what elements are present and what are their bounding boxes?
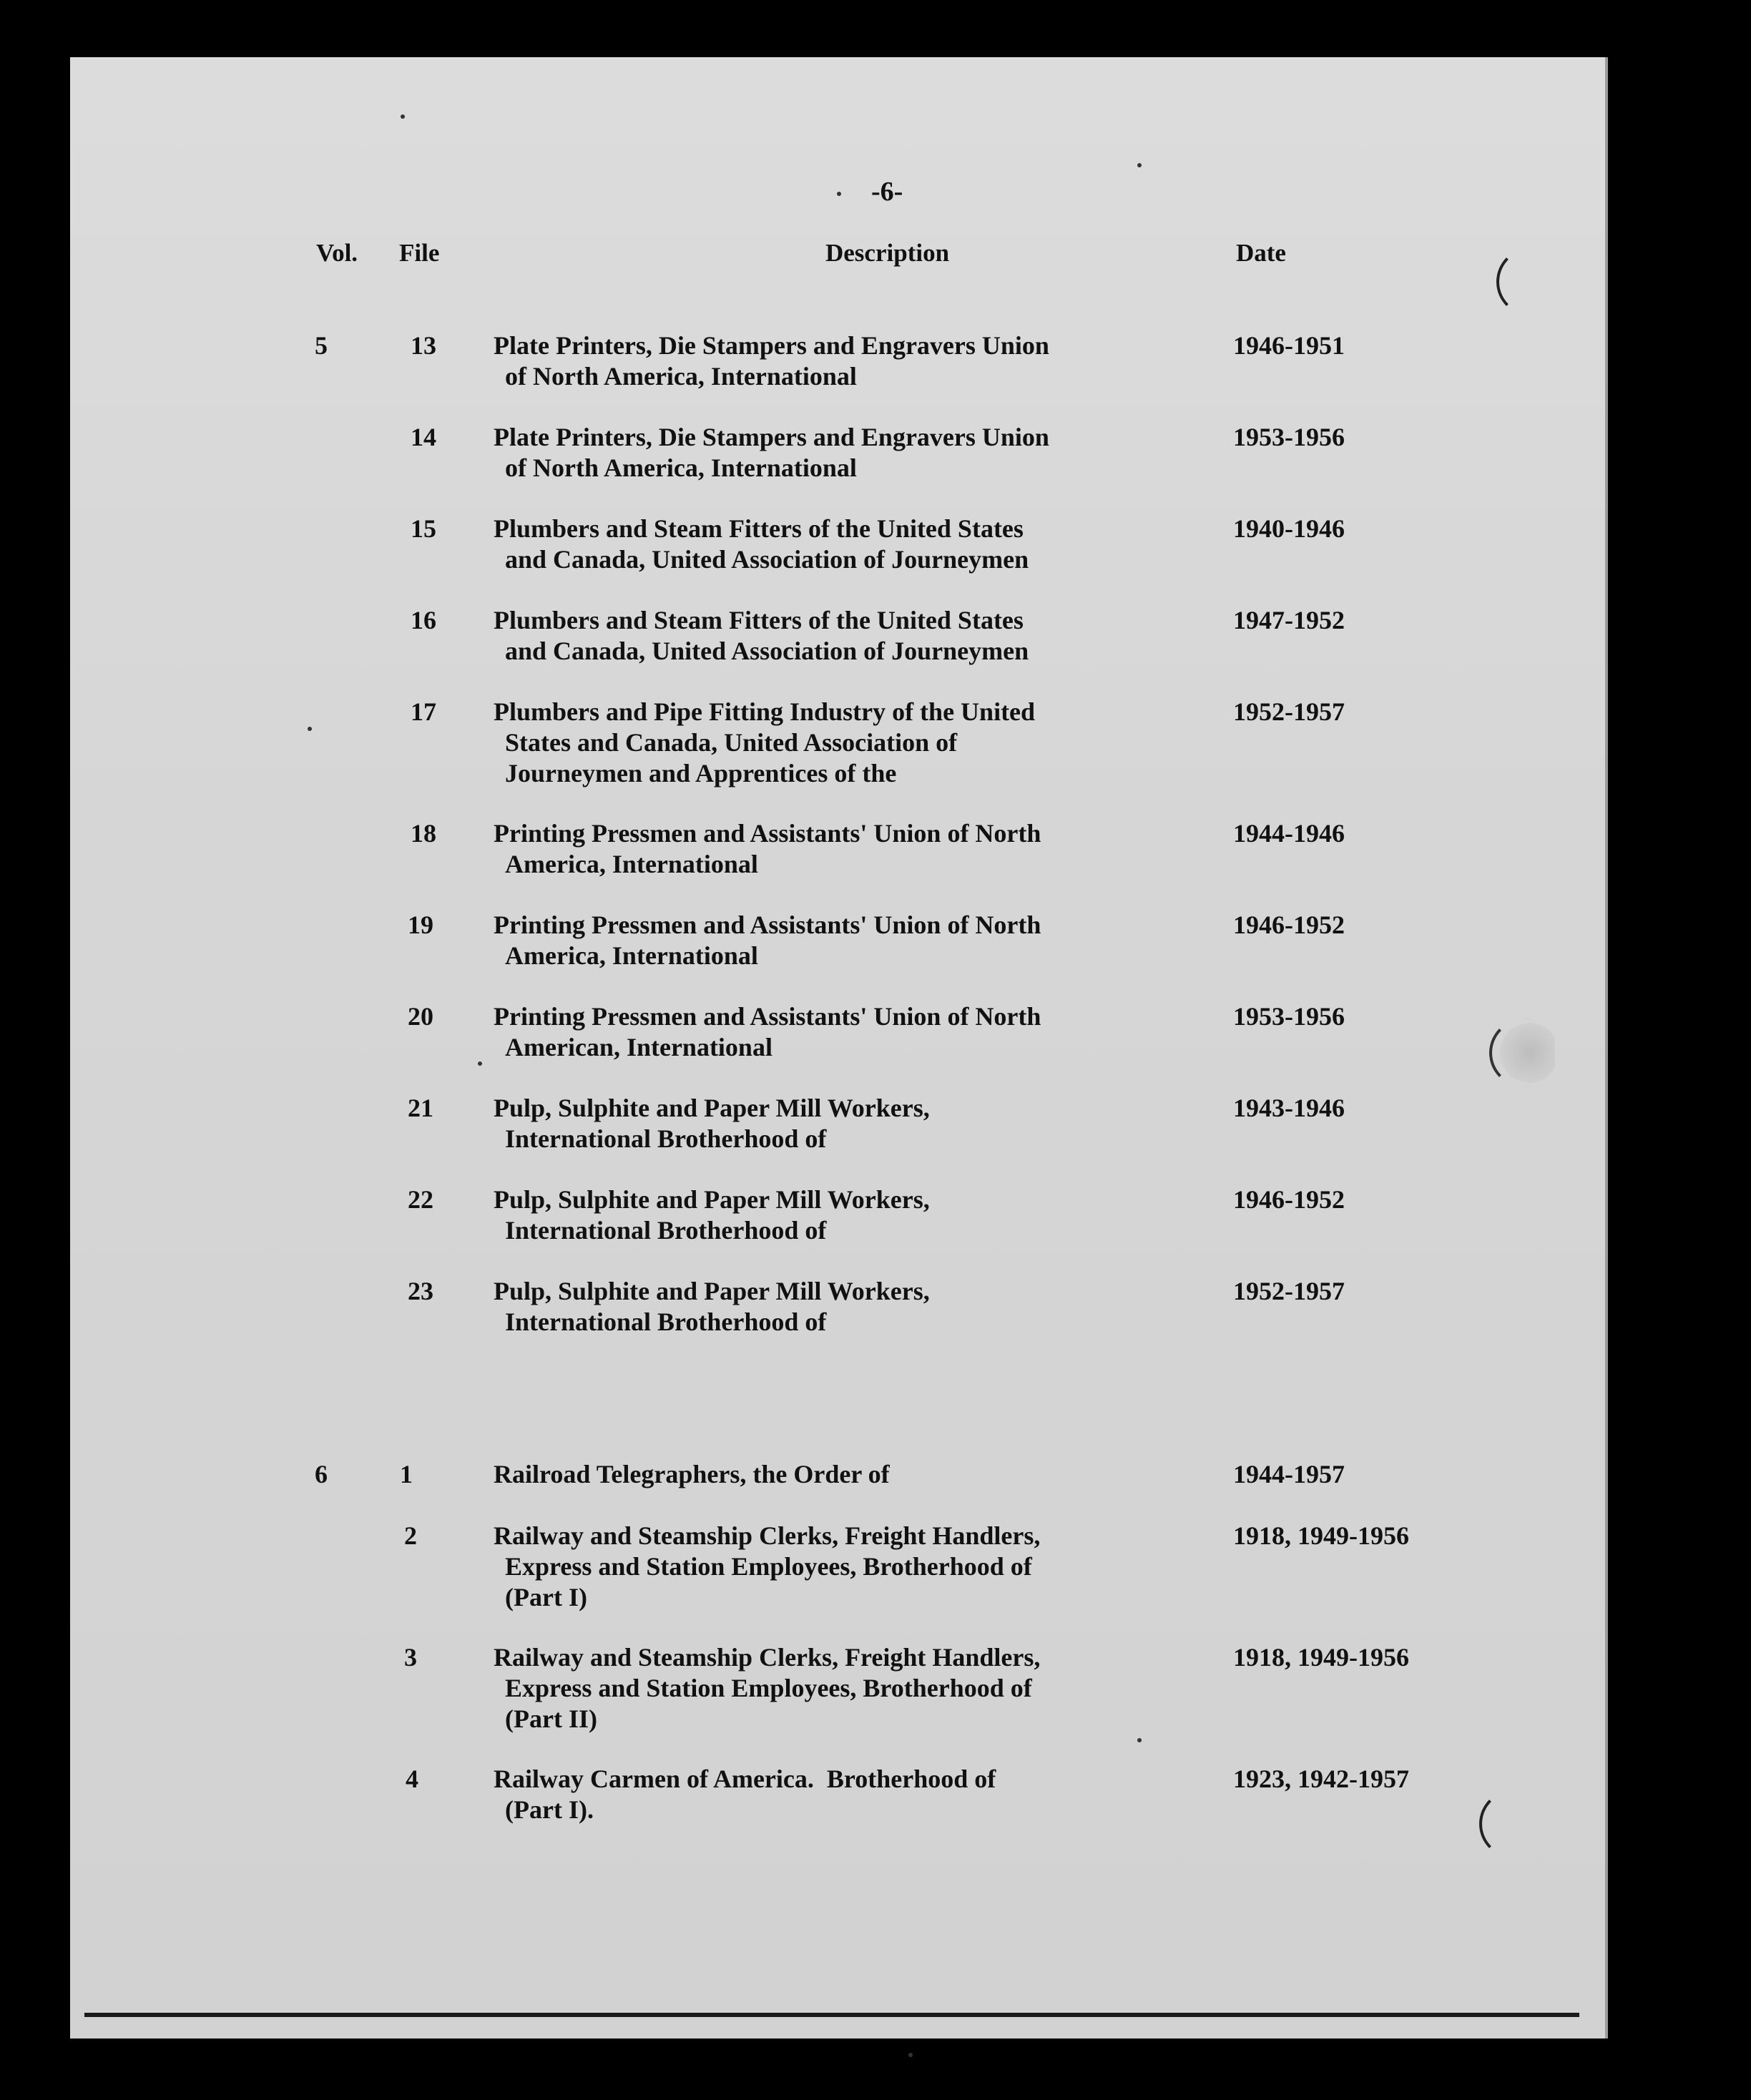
punch-hole-top — [1496, 247, 1565, 316]
description-line: Printing Pressmen and Assistants' Union of North — [494, 911, 1041, 939]
row-date: 1923, 1942-1957 — [1233, 1765, 1409, 1793]
description-line: Plate Printers, Die Stampers and Engravers Union — [494, 423, 1049, 451]
row-date: 1953-1956 — [1233, 1002, 1345, 1031]
description-line: (Part I). — [505, 1795, 594, 1824]
speck — [1137, 1738, 1142, 1742]
row-file-number: 18 — [411, 819, 436, 848]
row-date: 1944-1957 — [1233, 1460, 1345, 1488]
description-line: International Brotherhood of — [505, 1216, 827, 1245]
row-date: 1946-1951 — [1233, 331, 1345, 360]
row-description — [494, 422, 1137, 484]
description-line: Railway and Steamship Clerks, Freight Handlers, — [494, 1643, 1041, 1672]
description-line: of North America, International — [505, 362, 857, 391]
speck — [401, 114, 405, 119]
description-line: and Canada, United Association of Journeymen — [505, 637, 1029, 665]
bottom-rule — [84, 2013, 1579, 2017]
row-date: 1946-1952 — [1233, 1185, 1345, 1214]
row-file-number: 2 — [404, 1521, 417, 1550]
description-line: Plumbers and Steam Fitters of the United States — [494, 606, 1024, 634]
row-file-number: 15 — [411, 514, 436, 543]
column-header-description: Description — [825, 239, 950, 267]
row-date: 1946-1952 — [1233, 911, 1345, 939]
description-line: (Part II) — [505, 1704, 597, 1733]
row-file-number: 21 — [408, 1094, 433, 1122]
row-file-number: 17 — [411, 697, 436, 726]
description-line: Printing Pressmen and Assistants' Union of North — [494, 1002, 1041, 1031]
row-file-number: 14 — [411, 423, 436, 451]
row-vol: 5 — [315, 331, 328, 360]
row-date: 1944-1946 — [1233, 819, 1345, 848]
row-description — [494, 910, 1137, 971]
description-line: Railroad Telegraphers, the Order of — [494, 1460, 890, 1488]
description-line: Pulp, Sulphite and Paper Mill Workers, — [494, 1277, 930, 1305]
row-file-number: 19 — [408, 911, 433, 939]
page-number: -6- — [871, 177, 903, 207]
row-date: 1918, 1949-1956 — [1233, 1521, 1409, 1550]
punch-hole-bottom — [1479, 1790, 1548, 1858]
description-line: and Canada, United Association of Journeymen — [505, 545, 1029, 574]
description-line: Express and Station Employees, Brotherhood of — [505, 1552, 1032, 1581]
row-file-number: 22 — [408, 1185, 433, 1214]
row-description — [494, 1184, 1137, 1246]
description-line: America, International — [505, 850, 758, 878]
description-line: International Brotherhood of — [505, 1307, 827, 1336]
row-date: 1940-1946 — [1233, 514, 1345, 543]
description-line: Journeymen and Apprentices of the — [505, 759, 897, 788]
description-line: Printing Pressmen and Assistants' Union of North — [494, 819, 1041, 848]
description-line: of North America, International — [505, 453, 857, 482]
description-line: American, International — [505, 1033, 772, 1061]
description-line: America, International — [505, 941, 758, 970]
row-file-number: 13 — [411, 331, 436, 360]
description-line: Plumbers and Pipe Fitting Industry of the United — [494, 697, 1036, 726]
description-line: States and Canada, United Association of — [505, 728, 958, 757]
row-description — [494, 818, 1137, 880]
row-file-number: 23 — [408, 1277, 433, 1305]
description-line: Pulp, Sulphite and Paper Mill Workers, — [494, 1185, 930, 1214]
row-description — [494, 330, 1137, 392]
row-file-number: 1 — [400, 1460, 413, 1488]
row-date: 1952-1957 — [1233, 1277, 1345, 1305]
row-vol: 6 — [315, 1460, 328, 1488]
row-description — [494, 1093, 1137, 1154]
row-date: 1947-1952 — [1233, 606, 1345, 634]
row-date: 1953-1956 — [1233, 423, 1345, 451]
row-description — [494, 697, 1137, 789]
row-description — [494, 1642, 1137, 1735]
column-header-file: File — [399, 239, 440, 267]
speck — [1137, 163, 1142, 167]
row-description — [494, 1521, 1137, 1613]
row-file-number: 16 — [411, 606, 436, 634]
speck — [837, 192, 841, 196]
description-line: Pulp, Sulphite and Paper Mill Workers, — [494, 1094, 930, 1122]
row-date: 1918, 1949-1956 — [1233, 1643, 1409, 1672]
description-line: (Part I) — [505, 1583, 587, 1611]
row-file-number: 4 — [406, 1765, 418, 1793]
description-line: Railway Carmen of America. Brotherhood of — [494, 1765, 996, 1793]
description-line: International Brotherhood of — [505, 1124, 827, 1153]
row-date: 1952-1957 — [1233, 697, 1345, 726]
row-description — [494, 1001, 1137, 1063]
description-line: Plumbers and Steam Fitters of the United States — [494, 514, 1024, 543]
description-line: Plate Printers, Die Stampers and Engravers Union — [494, 331, 1049, 360]
speck — [478, 1061, 482, 1066]
row-date: 1943-1946 — [1233, 1094, 1345, 1122]
row-description — [494, 514, 1137, 575]
description-line: Express and Station Employees, Brotherhood of — [505, 1674, 1032, 1702]
column-header-date: Date — [1236, 239, 1286, 267]
row-file-number: 20 — [408, 1002, 433, 1031]
speck — [908, 2053, 913, 2057]
row-description — [494, 1276, 1137, 1338]
row-description — [494, 1459, 1137, 1490]
column-header-vol: Vol. — [316, 239, 358, 267]
row-description — [494, 1764, 1137, 1825]
speck — [308, 727, 312, 731]
row-description — [494, 605, 1137, 667]
punch-hole-middle — [1489, 1019, 1558, 1087]
description-line: Railway and Steamship Clerks, Freight Handlers, — [494, 1521, 1041, 1550]
row-file-number: 3 — [404, 1643, 417, 1672]
